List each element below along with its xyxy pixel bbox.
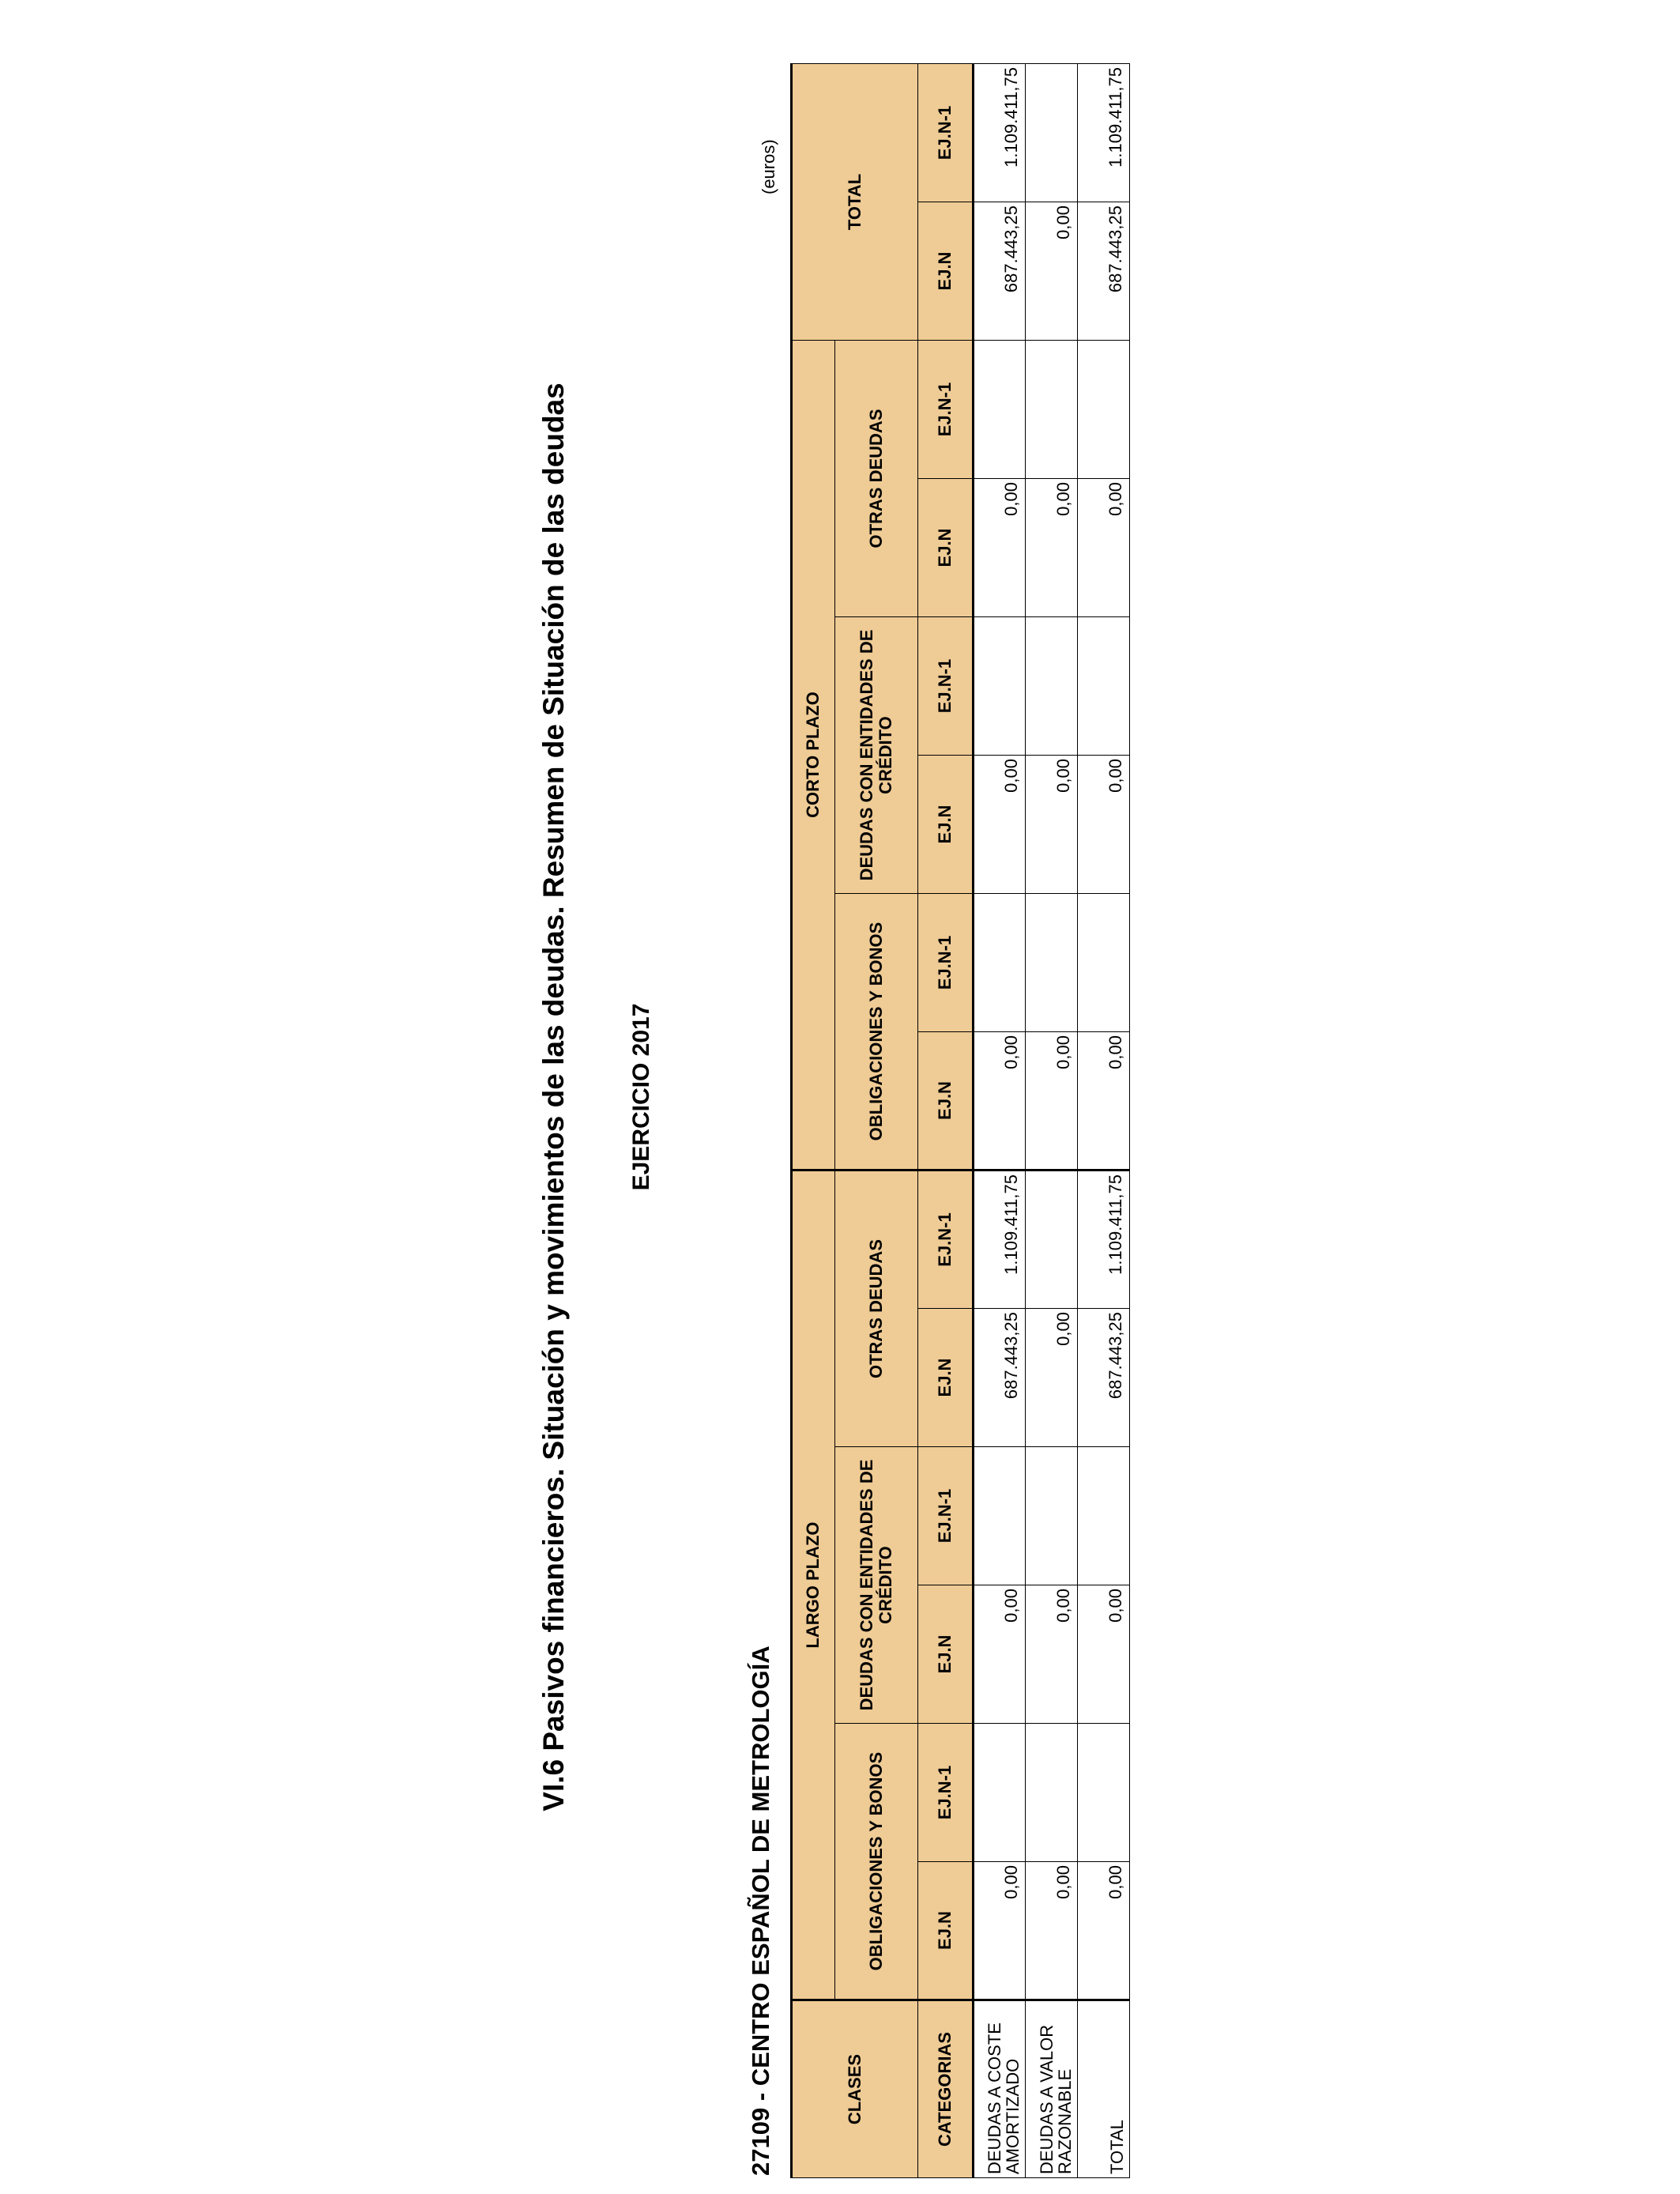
largo-plazo-header: LARGO PLAZO bbox=[792, 1171, 835, 2000]
ejn1-header: EJ.N-1 bbox=[918, 617, 974, 756]
corto-plazo-header: CORTO PLAZO bbox=[792, 341, 835, 1171]
table-cell: 0,00 bbox=[1026, 479, 1078, 617]
table-cell bbox=[1026, 617, 1078, 756]
table-cell: 687.443,25 bbox=[1078, 202, 1130, 341]
table-cell: 0,00 bbox=[1078, 1032, 1130, 1171]
table-cell bbox=[1026, 64, 1078, 202]
table-cell bbox=[974, 1724, 1026, 1862]
report-title: VI.6 Pasivos financieros. Situación y movimientos de las deudas. Resumen de Situación de las deudas bbox=[537, 383, 570, 1811]
table-cell bbox=[1078, 1724, 1130, 1862]
table-cell bbox=[1078, 1447, 1130, 1585]
table-row-total bbox=[1078, 64, 1130, 2178]
table-cell: 0,00 bbox=[1078, 756, 1130, 894]
categorias-header: CATEGORIAS bbox=[918, 2000, 974, 2178]
table-cell: 0,00 bbox=[1026, 1032, 1078, 1171]
table-cell: 0,00 bbox=[974, 1862, 1026, 2000]
row-label: TOTAL bbox=[1078, 2000, 1130, 2178]
group-header: OTRAS DEUDAS bbox=[835, 1171, 918, 1447]
table-row bbox=[974, 64, 1026, 2178]
group-header: OTRAS DEUDAS bbox=[835, 341, 918, 617]
ejn-header: EJ.N bbox=[918, 1032, 974, 1171]
table-cell bbox=[974, 894, 1026, 1032]
table-cell: 0,00 bbox=[1078, 1585, 1130, 1724]
table-cell: 0,00 bbox=[974, 1585, 1026, 1724]
ejn-header: EJ.N bbox=[918, 1309, 974, 1447]
total-header: TOTAL bbox=[792, 64, 918, 341]
ejn1-header: EJ.N-1 bbox=[918, 341, 974, 479]
ejn1-header: EJ.N-1 bbox=[918, 64, 974, 202]
table-cell bbox=[974, 1447, 1026, 1585]
table-cell bbox=[1026, 1171, 1078, 1309]
ejn1-header: EJ.N-1 bbox=[918, 1724, 974, 1862]
entity-name: 27109 - CENTRO ESPAÑOL DE METROLOGÍA bbox=[747, 1646, 774, 2176]
table-cell bbox=[1078, 894, 1130, 1032]
clases-header: CLASES bbox=[792, 2000, 918, 2178]
table-cell: 0,00 bbox=[1026, 1862, 1078, 2000]
table-cell: 0,00 bbox=[1026, 1585, 1078, 1724]
table-cell bbox=[974, 617, 1026, 756]
table-cell: 0,00 bbox=[1026, 1309, 1078, 1447]
row-label: DEUDAS A COSTE AMORTIZADO bbox=[974, 2000, 1026, 2178]
table-cell: 0,00 bbox=[1078, 479, 1130, 617]
ejn-header: EJ.N bbox=[918, 479, 974, 617]
ejn-header: EJ.N bbox=[918, 756, 974, 894]
table-cell: 0,00 bbox=[1026, 756, 1078, 894]
table-cell bbox=[1078, 341, 1130, 479]
table-cell: 687.443,25 bbox=[974, 1309, 1026, 1447]
ejn-header: EJ.N bbox=[918, 1585, 974, 1724]
ejn1-header: EJ.N-1 bbox=[918, 1447, 974, 1585]
ejn-header: EJ.N bbox=[918, 1862, 974, 2000]
table-cell: 0,00 bbox=[1078, 1862, 1130, 2000]
table-cell: 0,00 bbox=[974, 756, 1026, 894]
units-label: (euros) bbox=[759, 139, 778, 194]
table-cell bbox=[1026, 341, 1078, 479]
group-header: OBLIGACIONES Y BONOS bbox=[835, 894, 918, 1171]
group-header: DEUDAS CON ENTIDADES DE CRÉDITO bbox=[835, 617, 918, 894]
table-cell: 0,00 bbox=[974, 1032, 1026, 1171]
table-row bbox=[1026, 64, 1078, 2178]
table-cell: 0,00 bbox=[1026, 202, 1078, 341]
table-cell: 1.109.411,75 bbox=[1078, 64, 1130, 202]
table-cell: 1.109.411,75 bbox=[974, 64, 1026, 202]
table-cell bbox=[1078, 617, 1130, 756]
ejn1-header: EJ.N-1 bbox=[918, 1171, 974, 1309]
table-cell bbox=[1026, 1724, 1078, 1862]
table-cell: 687.443,25 bbox=[1078, 1309, 1130, 1447]
ejn1-header: EJ.N-1 bbox=[918, 894, 974, 1032]
table-cell bbox=[1026, 894, 1078, 1032]
report-subtitle: EJERCICIO 2017 bbox=[628, 1003, 654, 1191]
row-label: DEUDAS A VALOR RAZONABLE bbox=[1026, 2000, 1078, 2178]
table-cell: 1.109.411,75 bbox=[974, 1171, 1026, 1309]
ejn-header: EJ.N bbox=[918, 202, 974, 341]
table-cell bbox=[1026, 1447, 1078, 1585]
table-cell bbox=[974, 341, 1026, 479]
group-header: DEUDAS CON ENTIDADES DE CRÉDITO bbox=[835, 1447, 918, 1724]
table-cell: 687.443,25 bbox=[974, 202, 1026, 341]
group-header: OBLIGACIONES Y BONOS bbox=[835, 1724, 918, 2000]
table-cell: 1.109.411,75 bbox=[1078, 1171, 1130, 1309]
debt-summary-table bbox=[790, 63, 1130, 2178]
table-cell: 0,00 bbox=[974, 479, 1026, 617]
